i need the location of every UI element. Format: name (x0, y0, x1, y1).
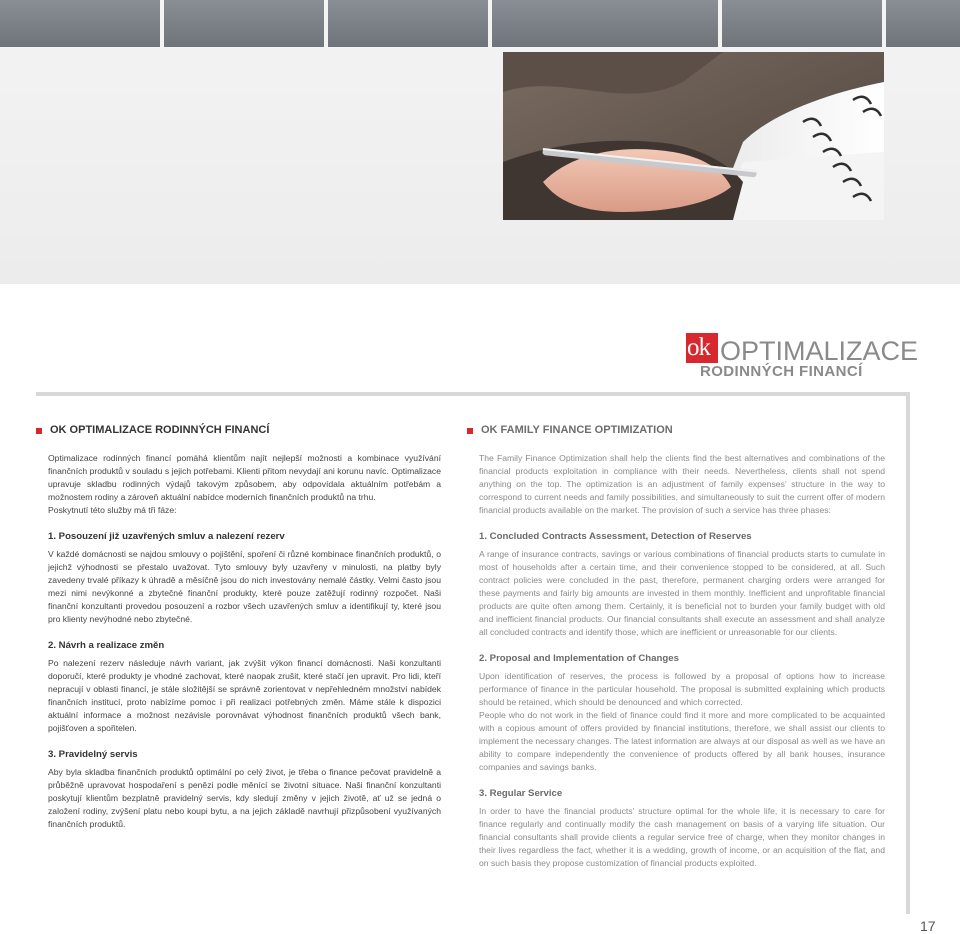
english-phase-3-text: In order to have the financial products’ structure optimal for the whole life, it is necessary to care for finance regularly and continually modify the cash management on basis of a varying life situation. Our financial consultants shall provide clients a regular service free of charge, when they monitor changes in their lives regardless the fact, whether it is a wedding, growth of income, or an acquisition of the flat, and on such basis they propose customization of financial products exploited. (479, 806, 885, 868)
hand-writing-photo (503, 52, 884, 220)
page-number: 17 (920, 918, 936, 934)
czech-phase-1-text: V každé domácnosti se najdou smlouvy o pojištění, spoření či různé kombinace finančních produktů, o jejichž výhodnosti se přestalo uvažovat. Tyto smlouvy byly uzavřeny v minulosti, na platby byly zavedeny trvalé příkazy k úhradě a měsíčně jsou do nich investovány nemalé částky. Velmi často jsou mezi nimi nevýkonné a zbytečné finanční produkty, které pouze zatěžují rodinný rozpočet. Naši finanční konzultanti provedou posouzení a rozbor všech uzavřených smluv a identifikují ty, které jsou pro klienty nevýhodné nebo zbytečné. (48, 549, 441, 624)
hand-writing-illustration (503, 52, 884, 220)
czech-column (36, 424, 441, 831)
english-intro-paragraph: The Family Finance Optimization shall help the clients find the best alternatives and combinations of the financial products exploitation in compliance with their needs. Nevertheless, clients shall not spend anything on the top. The optimization is an adjustment of family expenses’ structure in the way to correspond to current needs and family possibilities, and simultaneously to suit the current offer of modern financial products available on the market. The provision of such a service has three phases: (479, 453, 885, 515)
english-phase-3-title: 3. Regular Service (479, 788, 563, 799)
logo-mark (686, 333, 718, 363)
english-section-heading (467, 424, 885, 437)
czech-phase-2-title: 2. Návrh a realizace změn (48, 640, 165, 651)
header-strip (886, 0, 960, 47)
czech-phase-2-text: Po nalezení rezerv následuje návrh variant, jak zvýšit výkon financí domácnosti. Naši konzultanti doporučí, které produkty je vhodné zachovat, které naopak zrušit, které stačí jen upravit. Pro lidi, kteří nepracují v oblasti financí, je stále složitější se správně zorientovat v nepřehledném množství nabídek finančních institucí, proto nabízíme pomoc i při realizaci potřebných změn. Máme stále k dispozici aktuální informace a možnost nezávisle porovnávat výhodnost finančních produktů všech bank, pojišťoven a spořitelen. (48, 658, 441, 733)
header-photo-area (0, 0, 960, 284)
czech-intro-paragraph: Optimalizace rodinných financí pomáhá klientům najít nejlepší možnosti a kombinace využívání finančních produktů v souladu s jejich potřebami. Klienti přitom nevydají ani korunu navíc. Optimalizace upravuje skladbu rodinných výdajů takovým způsobem, aby odpovídala aktuálním potřebám a možnostem rodiny a zároveň aktuální nabídce moderních finančních produktů na trhu. (48, 453, 441, 502)
english-phase-1-title: 1. Concluded Contracts Assessment, Detection of Reserves (479, 531, 752, 542)
english-phase-1-text: A range of insurance contracts, savings or various combinations of financial products starts to cumulate in most of households after a certain time, and their convenience stopped to be considered, at all. Such contract policies were concluded in the past, therefore, permanent charging orders were arranged for these payments and fairly big amounts are invested in them monthly. Inefficient and unprofitable financial products are quite often among them. Certainly, it is beneficial not to burden your family budget with old and inefficient financial products. Our financial consultants shall execute an assessment and shall analyze all concluded contracts and identify those, which are inefficient or unreasonable for our clients. (479, 549, 885, 637)
frame-right-line (906, 392, 910, 914)
english-phase-2-title: 2. Proposal and Implementation of Changes (479, 653, 679, 664)
frame-top-line (36, 392, 910, 396)
logo-mark-text: ok (687, 334, 710, 361)
header-strip (164, 0, 324, 47)
header-strip (0, 0, 160, 47)
english-column (467, 424, 885, 870)
red-square-bullet-icon (467, 428, 473, 434)
english-heading-text: OK FAMILY FINANCE OPTIMIZATION (481, 424, 673, 436)
logo-title: OPTIMALIZACE (720, 336, 919, 366)
czech-phase-1-title: 1. Posouzení již uzavřených smluv a nalezení rezerv (48, 531, 285, 542)
header-strip (722, 0, 882, 47)
english-phase-2-text-continued: People who do not work in the field of finance could find it more and more complicated to be acquainted with a copious amount of offers provided by financial institutions, therefore, we shall assist our clients to implement the necessary changes. The latest information are always at our disposal as well as we have an ability to compare independently the convenience of products offered by all bank houses, insurance companies and savings banks. (479, 710, 885, 772)
czech-heading-text: OK OPTIMALIZACE RODINNÝCH FINANCÍ (50, 424, 270, 436)
czech-section-heading (36, 424, 441, 437)
header-strip (328, 0, 488, 47)
czech-phase-3-title: 3. Pravidelný servis (48, 749, 138, 760)
logo-subtitle: RODINNÝCH FINANCÍ (700, 363, 863, 380)
header-strip (492, 0, 718, 47)
english-phase-2-text: Upon identification of reserves, the process is followed by a proposal of options how to increase performance of finance in the particular household. The proposal is submitted explaining which products should be retained, which should be denounced and which corrected. (479, 671, 885, 707)
czech-phase-3-text: Aby byla skladba finančních produktů optimální po celý život, je třeba o finance pečovat pravidelně a průběžně upravovat hospodaření s penězi podle měnící se životní situace. Naši finanční konzultanti poskytují klientům bezplatně pravidelný servis, kdy sledují změny v jejich životě, ať už se jedná o založení rodiny, zvýšení platu nebo koupi bytu, a na jejich základě navrhují přizpůsobení využívaných finančních produktů. (48, 767, 441, 829)
red-square-bullet-icon (36, 428, 42, 434)
czech-phases-line: Poskytnutí této služby má tři fáze: (48, 505, 177, 515)
